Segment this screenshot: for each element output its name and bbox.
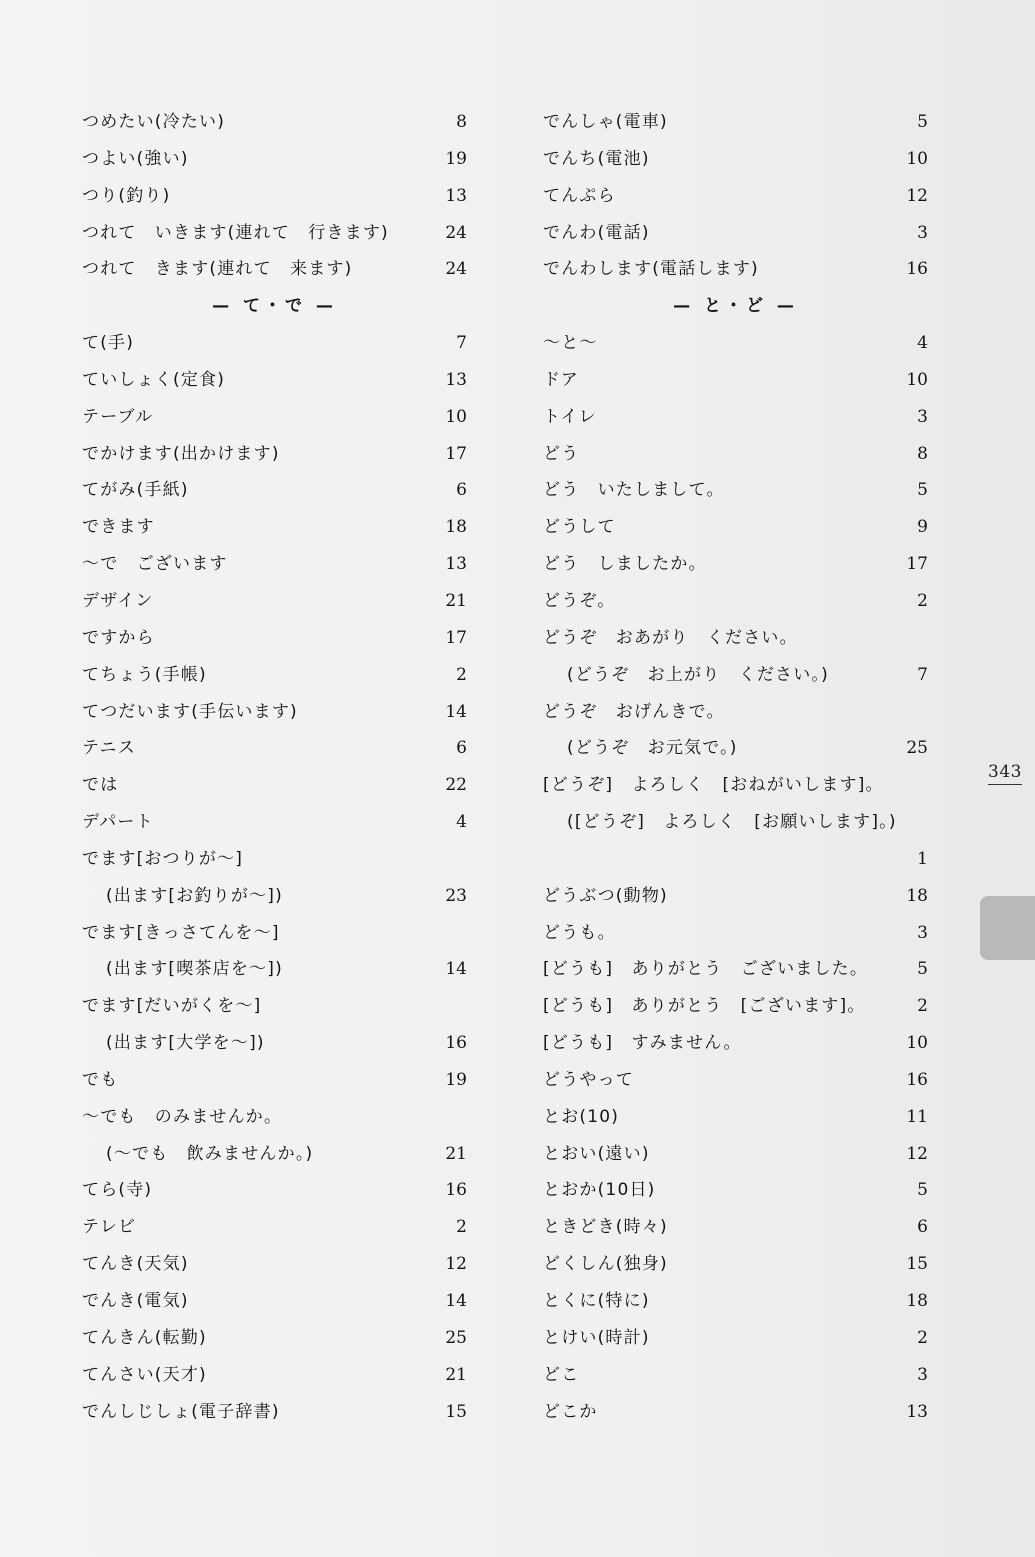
index-entry [543, 804, 928, 841]
entry-lesson-number: 13 [445, 369, 467, 390]
index-entry [82, 178, 467, 215]
entry-term: テニス [82, 738, 136, 759]
entry-lesson-number: 14 [445, 1291, 467, 1311]
entry-lesson-number: 18 [906, 1291, 928, 1311]
index-entry [82, 1172, 467, 1209]
entry-lesson-number: 13 [445, 185, 467, 206]
entry-term: とおい(遠い) [543, 1143, 650, 1164]
entry-term: でんしゃ(電車) [543, 112, 668, 132]
entry-term: デザイン [82, 590, 154, 611]
index-entry [82, 1136, 467, 1173]
entry-term: テーブル [82, 406, 154, 427]
entry-term: ～でも のみませんか。 [82, 1106, 283, 1127]
index-entry [82, 509, 467, 546]
index-entry [82, 915, 467, 952]
entry-lesson-number: 10 [906, 369, 928, 390]
entry-lesson-number: 3 [917, 922, 928, 943]
entry-lesson-number: 1 [917, 848, 928, 869]
entry-lesson-number: 13 [906, 1401, 928, 1422]
entry-term: ドア [543, 369, 579, 390]
index-entry [543, 399, 928, 436]
entry-lesson-number: 16 [445, 1180, 467, 1201]
entry-lesson-number: 2 [456, 664, 467, 685]
entry-term: ～で ございます [82, 554, 228, 575]
entry-lesson-number: 10 [445, 406, 467, 427]
entry-term: どうも。 [543, 922, 616, 943]
entry-term: でます[だいがくを～] [82, 996, 262, 1017]
index-entry [543, 620, 928, 657]
entry-term: つれて いきます(連れて 行きます) [82, 222, 389, 243]
entry-term: (どうぞ お上がり ください。) [567, 664, 829, 685]
index-entry [543, 583, 928, 620]
index-entry [82, 583, 467, 620]
index-entry [543, 841, 928, 878]
entry-lesson-number: 21 [445, 590, 467, 611]
index-entry [82, 951, 467, 988]
index-entry [543, 178, 928, 215]
entry-term: つめたい(冷たい) [82, 112, 226, 132]
entry-term: でます[きっさてんを～] [82, 922, 280, 943]
entry-term: ～と～ [543, 333, 598, 354]
entry-term: て(手) [82, 333, 135, 354]
entry-term: [どうも] ありがとう [ございます]。 [543, 996, 866, 1017]
index-entry [543, 104, 928, 141]
entry-lesson-number: 3 [917, 406, 928, 427]
entry-term: どう しましたか。 [543, 554, 707, 575]
thumb-index-tab [980, 896, 1035, 960]
index-entry [543, 141, 928, 178]
entry-lesson-number: 16 [445, 1033, 467, 1054]
left-column [82, 104, 467, 1430]
entry-lesson-number: 24 [445, 259, 467, 280]
entry-lesson-number: 7 [456, 333, 467, 354]
entry-lesson-number: 24 [445, 222, 467, 243]
index-entry [543, 1394, 928, 1431]
index-entry [82, 1062, 467, 1099]
entry-lesson-number: 4 [917, 333, 928, 354]
entry-term: トイレ [543, 406, 597, 427]
entry-term: どうぞ おげんきで。 [543, 701, 725, 722]
index-entry [543, 1357, 928, 1394]
entry-lesson-number: 6 [456, 738, 467, 759]
entry-term: つれて きます(連れて 来ます) [82, 259, 353, 280]
index-entry [82, 472, 467, 509]
entry-term: どこ [543, 1364, 580, 1385]
index-entry [82, 104, 467, 141]
index-entry [82, 694, 467, 731]
entry-lesson-number: 8 [456, 112, 467, 132]
entry-lesson-number: 12 [906, 1143, 928, 1164]
index-entry [543, 1025, 928, 1062]
index-entry [82, 841, 467, 878]
entry-lesson-number: 12 [445, 1254, 467, 1275]
entry-lesson-number: 5 [917, 1180, 928, 1201]
index-entry [82, 1099, 467, 1136]
entry-lesson-number: 5 [917, 959, 928, 980]
index-entry [543, 325, 928, 362]
index-entry [543, 1320, 928, 1357]
entry-term: でも [82, 1069, 119, 1090]
index-entry [543, 215, 928, 252]
entry-term: てんぷら [543, 185, 616, 206]
entry-lesson-number: 22 [445, 775, 467, 796]
right-column [543, 104, 928, 1430]
index-entry [82, 215, 467, 252]
index-entry [543, 436, 928, 473]
entry-lesson-number: 15 [906, 1254, 928, 1275]
index-entry [543, 951, 928, 988]
entry-term: てら(寺) [82, 1180, 153, 1201]
entry-lesson-number: 2 [917, 590, 928, 611]
index-entry [82, 730, 467, 767]
entry-lesson-number: 19 [445, 148, 467, 169]
page-number: 343 [988, 762, 1022, 785]
entry-lesson-number: 16 [906, 259, 928, 280]
entry-term: ですから [82, 627, 155, 648]
entry-lesson-number: 6 [917, 1217, 928, 1238]
entry-lesson-number: 3 [917, 1364, 928, 1385]
entry-lesson-number: 23 [445, 885, 467, 906]
index-entry [543, 1283, 928, 1320]
entry-term: でんわします(電話します) [543, 259, 759, 280]
entry-term: とおか(10日) [543, 1180, 656, 1201]
index-entry [82, 1394, 467, 1431]
index-entry [543, 730, 928, 767]
entry-lesson-number: 6 [456, 480, 467, 501]
index-entry [82, 657, 467, 694]
entry-lesson-number: 9 [917, 517, 928, 538]
entry-lesson-number: 5 [917, 480, 928, 501]
entry-lesson-number: 14 [445, 701, 467, 722]
entry-term: てがみ(手紙) [82, 480, 189, 501]
entry-lesson-number: 25 [445, 1327, 467, 1348]
entry-lesson-number: 19 [445, 1069, 467, 1090]
entry-term: どこか [543, 1401, 598, 1422]
entry-term: てちょう(手帳) [82, 664, 207, 685]
entry-lesson-number: 15 [445, 1401, 467, 1422]
entry-term: どうやって [543, 1069, 634, 1090]
entry-term: ときどき(時々) [543, 1217, 668, 1238]
entry-term: でかけます(出かけます) [82, 443, 280, 464]
index-entry [82, 1209, 467, 1246]
index-entry [82, 804, 467, 841]
entry-lesson-number: 7 [917, 664, 928, 685]
entry-term: どうして [543, 517, 616, 538]
entry-lesson-number: 2 [456, 1217, 467, 1238]
entry-term: (出ます[喫茶店を～]) [106, 959, 283, 980]
entry-term: どうぞ おあがり ください。 [543, 627, 798, 648]
index-entry [82, 878, 467, 915]
index-entry [543, 472, 928, 509]
entry-term: てんき(天気) [82, 1254, 189, 1275]
entry-term: でんしじしょ(電子辞書) [82, 1401, 280, 1422]
entry-lesson-number: 13 [445, 554, 467, 575]
entry-term: てんさい(天才) [82, 1364, 207, 1385]
entry-lesson-number: 17 [445, 443, 467, 464]
index-entry [82, 325, 467, 362]
section-header: — と・ど — [673, 296, 798, 317]
index-entry [543, 767, 928, 804]
index-entry [82, 620, 467, 657]
entry-term: とけい(時計) [543, 1327, 650, 1348]
entry-term: どうぞ。 [543, 590, 616, 611]
index-entry [543, 251, 928, 288]
entry-lesson-number: 11 [906, 1106, 928, 1127]
entry-lesson-number: 5 [917, 112, 928, 132]
entry-term: ていしょく(定食) [82, 369, 226, 390]
index-entry [543, 915, 928, 952]
entry-term: でんわ(電話) [543, 222, 650, 243]
entry-term: つよい(強い) [82, 148, 189, 169]
entry-lesson-number: 10 [906, 148, 928, 169]
entry-term: [どうも] ありがとう ございました。 [543, 959, 869, 980]
entry-lesson-number: 12 [906, 185, 928, 206]
entry-term: でんき(電気) [82, 1291, 189, 1311]
entry-lesson-number: 21 [445, 1364, 467, 1385]
entry-term: (どうぞ お元気で。) [567, 738, 738, 759]
index-entry [82, 988, 467, 1025]
entry-lesson-number: 2 [917, 996, 928, 1017]
entry-term: とくに(特に) [543, 1291, 650, 1311]
entry-term: ([どうぞ] よろしく [お願いします]。) [567, 812, 897, 833]
entry-lesson-number: 17 [906, 554, 928, 575]
entry-lesson-number: 10 [906, 1033, 928, 1054]
index-entry [543, 509, 928, 546]
entry-term: (～でも 飲みませんか。) [106, 1143, 314, 1164]
entry-term: つり(釣り) [82, 185, 171, 206]
index-entry [82, 767, 467, 804]
entry-lesson-number: 25 [906, 738, 928, 759]
index-entry [543, 988, 928, 1025]
index-entry [82, 546, 467, 583]
entry-lesson-number: 17 [445, 627, 467, 648]
entry-term: (出ます[お釣りが～]) [106, 885, 283, 906]
entry-lesson-number: 16 [906, 1069, 928, 1090]
entry-lesson-number: 18 [906, 885, 928, 906]
entry-lesson-number: 14 [445, 959, 467, 980]
index-entry [543, 1136, 928, 1173]
entry-term: でんち(電池) [543, 148, 650, 169]
index-entry [543, 1172, 928, 1209]
index-entry [543, 1209, 928, 1246]
entry-term: [どうぞ] よろしく [おねがいします]。 [543, 775, 884, 796]
entry-term: どう [543, 443, 580, 464]
index-entry [543, 657, 928, 694]
index-entry [82, 399, 467, 436]
entry-term: どうぶつ(動物) [543, 885, 668, 906]
index-entry [82, 1283, 467, 1320]
entry-term: では [82, 775, 119, 796]
index-entry [543, 878, 928, 915]
entry-term: とお(10) [543, 1106, 620, 1127]
entry-term: でます[おつりが～] [82, 848, 244, 869]
entry-lesson-number: 3 [917, 222, 928, 243]
index-entry [543, 546, 928, 583]
entry-term: テレビ [82, 1217, 137, 1238]
entry-term: デパート [82, 812, 154, 833]
index-entry [82, 1246, 467, 1283]
entry-lesson-number: 2 [917, 1327, 928, 1348]
entry-lesson-number: 21 [445, 1143, 467, 1164]
entry-lesson-number: 18 [445, 517, 467, 538]
section-header: — て・で — [212, 296, 337, 317]
entry-term: [どうも] すみません。 [543, 1033, 742, 1054]
entry-term: どう いたしまして。 [543, 480, 725, 501]
entry-lesson-number: 4 [456, 812, 467, 833]
entry-term: てんきん(転勤) [82, 1327, 207, 1348]
entry-term: できます [82, 517, 155, 538]
entry-lesson-number: 8 [917, 443, 928, 464]
index-entry [82, 141, 467, 178]
index-entry [82, 1357, 467, 1394]
entry-term: どくしん(独身) [543, 1254, 668, 1275]
index-entry [82, 1320, 467, 1357]
index-entry [82, 251, 467, 288]
index-entry [543, 1099, 928, 1136]
index-entry [543, 1062, 928, 1099]
index-entry [543, 362, 928, 399]
index-entry [543, 1246, 928, 1283]
entry-term: (出ます[大学を～]) [106, 1033, 265, 1054]
index-entry [82, 362, 467, 399]
entry-term: てつだいます(手伝います) [82, 701, 298, 722]
index-entry [82, 1025, 467, 1062]
index-entry [543, 694, 928, 731]
index-entry [82, 436, 467, 473]
